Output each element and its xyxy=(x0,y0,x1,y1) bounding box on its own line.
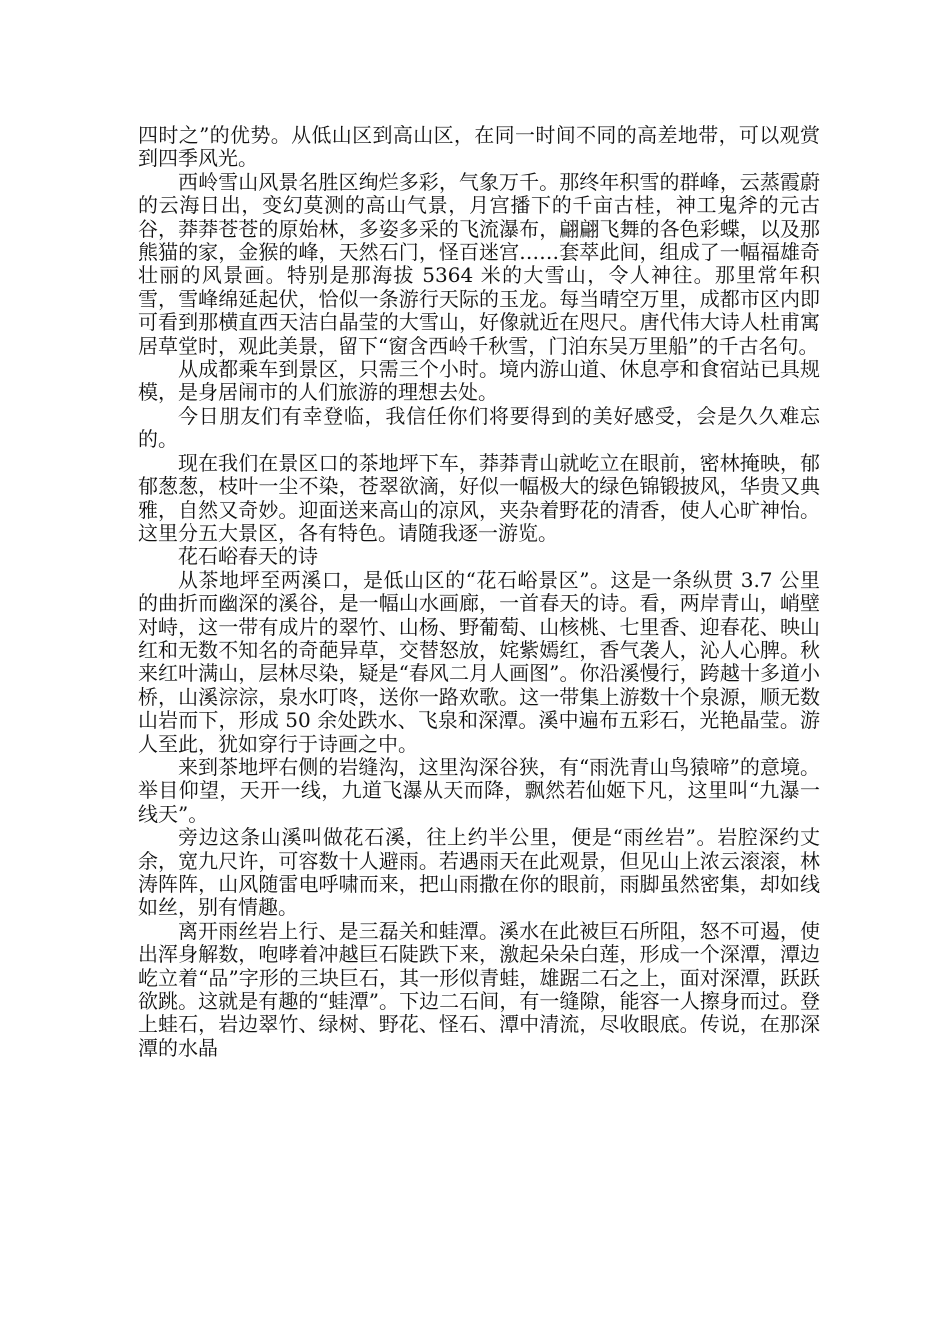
paragraph-welcome: 今日朋友们有幸登临，我信任你们将要得到的美好感受，会是久久难忘的。 xyxy=(138,403,820,452)
paragraph-watan: 离开雨丝岩上行、是三磊关和蛙潭。溪水在此被巨石所阻，怒不可遏，使出浑身解数，咆哮着冲越巨石陡跌下来，激起朵朵白莲，形成一个深潭，潭边屹立着“品”字形的三块巨石，其一形似青蛙，雄踞二石之上，面对深潭，跃跃欲跳。这就是有趣的“蛙潭”。下边二石间，有一缝隙，能容一人擦身而过。登上蛙石，岩边翠竹、绿树、野花、怪石、潭中清流，尽收眼底。传说，在那深潭的水晶 xyxy=(138,918,820,1060)
paragraph-huashiyu: 从茶地坪至两溪口，是低山区的“花石峪景区”。这是一条纵贯 3.7 公里的曲折而幽深的溪谷，是一幅山水画廊，一首春天的诗。看，两岸青山，峭壁对峙，这一带有成片的翠竹、山杨、野葡萄、山核桃、七里香、迎春花、映山红和无数不知名的奇葩异草，交替怒放，姹紫嫣红，香气袭人，沁人心脾。秋来红叶满山，层林尽染，疑是“春风二月人画图”。你沿溪慢行，跨越十多道小桥，山溪淙淙，泉水叮咚，送你一路欢歌。这一带集上游数十个泉源，顺无数山岩而下，形成 50 余处跌水、飞泉和深潭。溪中遍布五彩石，光艳晶莹。游人至此，犹如穿行于诗画之中。 xyxy=(138,567,820,756)
paragraph-yusiyan: 旁边这条山溪叫做花石溪，往上约半公里，便是“雨丝岩”。岩腔深约丈余，宽九尺许，可容数十人避雨。若遇雨天在此观景，但见山上浓云滚滚，林涛阵阵，山风随雷电呼啸而来，把山雨撒在你的眼前，雨脚虽然密集，却如线如丝，别有情趣。 xyxy=(138,825,820,920)
section-heading: 花石峪春天的诗 xyxy=(178,544,318,569)
paragraph-arrival: 现在我们在景区口的茶地坪下车，莽莽青山就屹立在眼前，密林掩映，郁郁葱葱，枝叶一尘不染，苍翠欲滴，好似一幅极大的绿色锦锻披风，华贵又典雅，自然又奇妙。迎面送来高山的凉风，夹杂着野花的清香，使人心旷神怡。这里分五大景区，各有特色。请随我逐一游览。 xyxy=(138,450,820,545)
paragraph-yanfenggou: 来到茶地坪右侧的岩缝沟，这里沟深谷狭，有“雨洗青山鸟猿啼”的意境。举目仰望，天开一线，九道飞瀑从天而降，飘然若仙姬下凡，这里叫“九瀑一线天”。 xyxy=(138,754,820,826)
paragraph-xiling-overview: 西岭雪山风景名胜区绚烂多彩，气象万千。那终年积雪的群峰，云蒸霞蔚的云海日出，变幻莫测的高山气景，月宫播下的千亩古桂，神工鬼斧的元古谷，莽莽苍苍的原始林，多姿多采的飞流瀑布，翩翩飞舞的各色彩蝶，以及那熊猫的家，金猴的峰，天然石门，怪百迷宫……套萃此间，组成了一幅福雄奇壮丽的风景画。特别是那海拔 5364 米的大雪山，令人神往。那里常年积雪，雪峰绵延起伏，恰似一条游行天际的玉龙。每当晴空万里，成都市区内即可看到那横直西天洁白晶莹的大雪山，好像就近在咫尺。唐代伟大诗人杜甫寓居草堂时，观此美景，留下“窗含西岭千秋雪，门泊东吴万里船”的千古名句。 xyxy=(138,169,820,358)
paragraph-continuation: 四时之”的优势。从低山区到高山区，在同一时间不同的高差地带，可以观赏到四季风光。 xyxy=(138,123,820,171)
body-text xyxy=(138,124,820,1060)
paragraph-travel-time: 从成都乘车到景区，只需三个小时。境内游山道、休息亭和食宿站已具规模，是身居闹市的人们旅游的理想去处。 xyxy=(138,357,820,405)
